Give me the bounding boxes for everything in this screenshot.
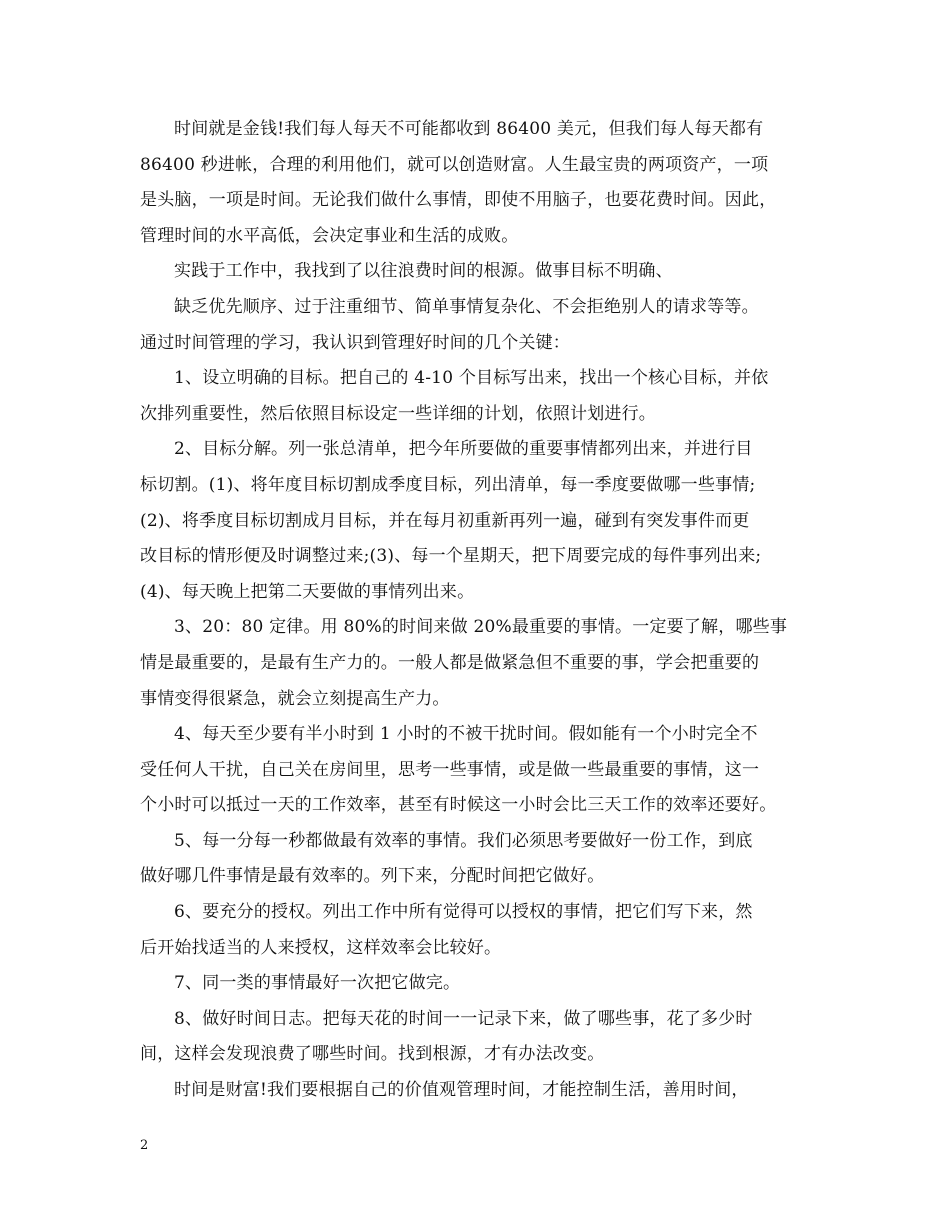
text-line: 5、每一分每一秒都做最有效率的事情。我们必须思考要做好一份工作，到底: [174, 830, 753, 851]
text-line: 管理时间的水平高低，会决定事业和生活的成败。: [140, 225, 519, 246]
text-line: (4)、每天晚上把第二天要做的事情列出来。: [140, 581, 475, 602]
paragraph-conclusion: [140, 1073, 812, 1109]
text-line: 3、20：80 定律。用 80%的时间来做 20%最重要的事情。一定要了解，哪些事: [174, 617, 788, 638]
paragraph-key-5: [140, 824, 812, 895]
text-line: 1、设立明确的目标。把自己的 4-10 个目标写出来，找出一个核心目标，并依: [174, 368, 769, 389]
document-body: [140, 112, 812, 1109]
text-line: 个小时可以抵过一天的工作效率，甚至有时候这一小时会比三天工作的效率还要好。: [140, 795, 777, 816]
text-line: 标切割。(1)、将年度目标切割成季度目标，列出清单，每一季度要做哪一些事情;: [140, 474, 756, 495]
paragraph-key-2: [140, 432, 812, 610]
text-line: 通过时间管理的学习，我认识到管理好时间的几个关键：: [140, 332, 570, 353]
paragraph-practice: [140, 254, 812, 290]
text-line: 实践于工作中，我找到了以往浪费时间的根源。做事目标不明确、: [174, 261, 673, 282]
paragraph-key-7: [140, 966, 812, 1002]
page-number: 2: [140, 1138, 149, 1153]
paragraph-key-6: [140, 895, 812, 966]
paragraph-intro: [140, 112, 812, 254]
text-line: 缺乏优先顺序、过于注重细节、简单事情复杂化、不会拒绝别人的请求等等。: [174, 296, 759, 317]
text-line: 是头脑，一项是时间。无论我们做什么事情，即使不用脑子，也要花费时间。因此，: [140, 190, 777, 211]
paragraph-key-4: [140, 717, 812, 824]
text-line: 时间是财富!我们要根据自己的价值观管理时间，才能控制生活，善用时间，: [174, 1080, 749, 1101]
text-line: (2)、将季度目标切割成月目标，并在每月初重新再列一遍，碰到有突发事件而更: [140, 510, 750, 531]
text-line: 时间就是金钱!我们每人每天不可能都收到 86400 美元，但我们每人每天都有: [174, 119, 764, 139]
text-line: 改目标的情形便及时调整过来;(3)、每一个星期天，把下周要完成的每件事列出来;: [140, 546, 762, 567]
text-line: 8、做好时间日志。把每天花的时间一一记录下来，做了哪些事，花了多少时: [174, 1008, 753, 1029]
paragraph-key-3: [140, 610, 812, 717]
text-line: 次排列重要性，然后依照目标设定一些详细的计划，依照计划进行。: [140, 403, 656, 424]
text-line: 后开始找适当的人来授权，这样效率会比较好。: [140, 937, 502, 958]
text-line: 6、要充分的授权。列出工作中所有觉得可以授权的事情，把它们写下来，然: [174, 902, 753, 923]
text-line: 受任何人干扰，自己关在房间里，思考一些事情，或是做一些最重要的事情，这一: [140, 759, 760, 780]
text-line: 间，这样会发现浪费了哪些时间。找到根源，才有办法改变。: [140, 1044, 605, 1065]
paragraph-key-8: [140, 1002, 812, 1073]
text-line: 86400 秒进帐，合理的利用他们，就可以创造财富。人生最宝贵的两项资产，一项: [140, 154, 769, 175]
text-line: 4、每天至少要有半小时到 1 小时的不被干扰时间。假如能有一个小时完全不: [174, 724, 758, 745]
paragraph-keys-intro: [140, 326, 812, 362]
paragraph-causes: [140, 290, 812, 326]
text-line: 事情变得很紧急，就会立刻提高生产力。: [140, 688, 450, 709]
text-line: 情是最重要的，是最有生产力的。一般人都是做紧急但不重要的事，学会把重要的: [140, 652, 760, 673]
paragraph-key-1: [140, 361, 812, 432]
text-line: 做好哪几件事情是最有效率的。列下来，分配时间把它做好。: [140, 866, 605, 887]
text-line: 7、同一类的事情最好一次把它做完。: [174, 973, 461, 994]
text-line: 2、目标分解。列一张总清单，把今年所要做的重要事情都列出来，并进行目: [174, 439, 753, 460]
